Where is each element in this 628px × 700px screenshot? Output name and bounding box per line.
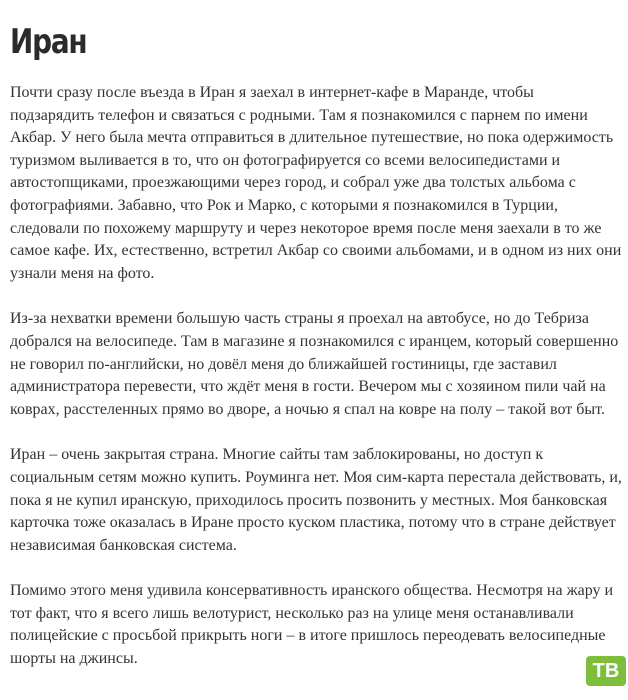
article-paragraph-4: Помимо этого меня удивила консервативность иранского общества. Несмотря на жару и тот факт, что я всего лишь велотурист, несколько раз на улице меня останавливали полицейские с просьбой прикрыть ноги – в итоге пришлось переодевать велосипедные шорты на джинсы. — [10, 582, 614, 668]
article-paragraph-1: Почти сразу после въезда в Иран я заехал в интернет-кафе в Маранде, чтобы подзарядить телефон и связаться с родными. Там я познакомился с парнем по имени Акбар. У него была мечта отправиться в длительное путешествие, но пока одержимость туризмом выливается в то, что он фотографируется со всеми велосипедистами и автостопщиками, проезжающими через город, и собрал уже два толстых альбома с фотографиями. Забавно, что Рок и Марко, с которыми я познакомился в Турции, следовали по похожему маршруту и через некоторое время после меня заехали в то же самое кафе. Их, естественно, встретил Акбар со своими альбомами, и в одном из них они узнали меня на фото. — [10, 84, 622, 282]
article-title: Иран — [10, 22, 87, 62]
site-watermark-logo: ТВ — [586, 656, 626, 686]
article-paragraph-2: Из-за нехватки времени большую часть страны я проехал на автобусе, но до Тебриза добрался на велосипеде. Там в магазине я познакомился с иранцем, который совершенно не говорил по-английски, но довёл меня до ближайшей гостиницы, где заставил администратора перевести, что ждёт меня в гости. Вечером мы с хозяином пили чай на коврах, расстеленных прямо во дворе, а ночью я спал на ковре на полу – такой вот быт. — [10, 310, 619, 418]
article-paragraph-3: Иран – очень закрытая страна. Многие сайты там заблокированы, но доступ к социальным сетям можно купить. Роуминга нет. Моя сим-карта перестала действовать, и, пока я не купил иранскую, приходилось просить позвонить у местных. Моя банковская карточка тоже оказалась в Иране просто куском пластика, потому что в стране действует независимая банковская система. — [10, 446, 622, 554]
article — [10, 0, 622, 694]
